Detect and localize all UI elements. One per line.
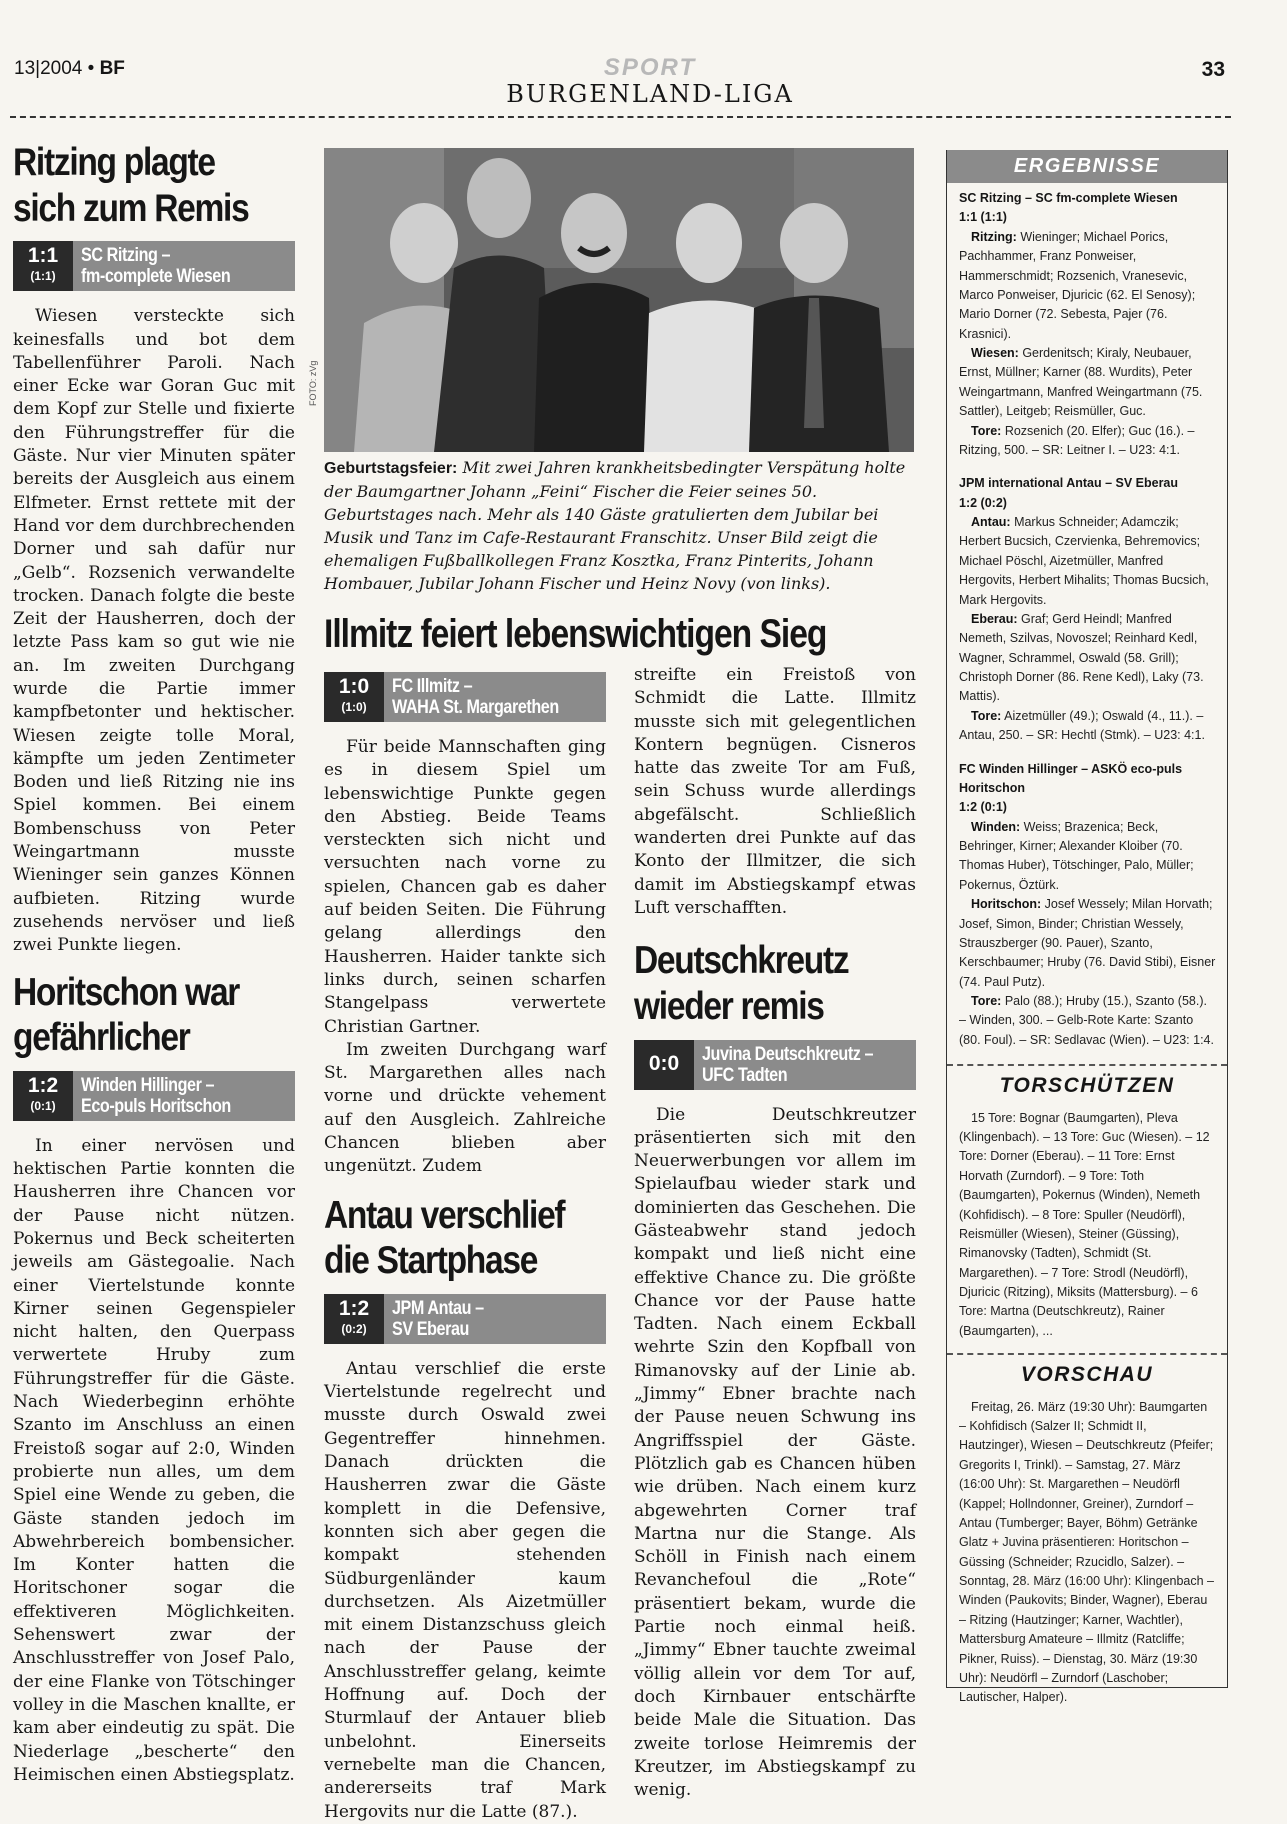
section-divider — [947, 1064, 1227, 1066]
lineup-text: Aizetmüller (49.); Oswald (4., 11.). – Antau, 250. – SR: Hechtl (Stmk). – U23: 4:1. — [959, 708, 1205, 743]
lineup-line — [959, 228, 1217, 344]
headline-line: Ritzing plagte — [13, 141, 215, 184]
score-teams — [384, 1294, 606, 1344]
team-away: Eco-puls Horitschon — [81, 1095, 231, 1117]
lineup-line — [959, 422, 1217, 461]
score-result — [13, 1071, 73, 1121]
halftime-score: (0:1) — [30, 1098, 56, 1113]
lineup-label: Eberau: — [971, 611, 1018, 626]
column-right — [634, 664, 916, 1802]
lineup-text: Wieninger; Michael Porics, Pachhammer, Franz Ponweiser, Hammerschmidt; Rozsenich, Vranesevic, Marco Ponweiser, Djuricic (62. El Senosy); Mario Dorner (72. Sebesta, Pajer (76. Krasnici). — [959, 229, 1196, 341]
lineup-label: Antau: — [971, 515, 1011, 529]
result-block — [959, 189, 1217, 460]
article-paragraph: streifte ein Freistoß von Schmidt die Latte. Illmitz musste sich mit gelegentlichen Kontern begnügen. Cisneros hatte das zweite Tor am Fuß, sein Schuss wurde allerdings abgefälscht. Schließlich wanderten drei Punkte auf das Konto der Illmitzer, die sich damit im Abstiegskampf etwas Luft verschafften. — [634, 665, 916, 918]
lineup-label: Tore: — [971, 423, 1002, 438]
lineup-line — [959, 610, 1217, 707]
article-paragraph: Im zweiten Durchgang warf St. Margarethen alles nach vorne und drückte vehement auf den Ausgleich. Zahlreiche Chancen blieben aber ungenützt. Zudem — [324, 1039, 606, 1177]
team-home: FC Illmitz – — [392, 676, 473, 697]
article-body — [634, 1104, 916, 1803]
lineup-label: Tore: — [971, 994, 1002, 1008]
section-title: SPORT — [603, 54, 697, 81]
final-score: 1:1 — [27, 244, 59, 268]
score-result — [13, 241, 73, 291]
result-match: JPM international Antau – SV Eberau — [959, 476, 1179, 491]
headline-line: gefährlicher — [13, 1016, 190, 1060]
lineup-line — [959, 513, 1217, 610]
result-score: 1:2 (0:2) — [959, 495, 1007, 510]
article-paragraph: Die Deutschkreutzer präsentierten sich mit den Neuerwerbungen vor allem im Spielaufbau wieder stark und dominierten das Geschehen. Die Gästeabwehr stand jedoch kompakt und ließ nicht eine effektive Chance zu. Die größte Chance vor der Pause hatte Tadten. Nach einem Eckball wehrte Szin den Kopfball von Rimanovsky auf der Linie ab. „Jimmy“ Ebner brachte nach der Pause neuen Schwung ins Angriffsspiel der Gäste. Plötzlich gab es Chancen hüben wie drüben. Nach einem kurz abgewehrten Corner traf Martna nur die Stange. Als Schöll in Finish nach einem Revanchefoul die „Rote“ präsentiert bekam, wurde die Partie noch einmal heiß. „Jimmy“ Ebner tauchte zweimal völlig allein vor dem Tor auf, doch Kirnbauer entschärfte beide Male die Situation. Das zweite torlose Heimremis der Kreutzer, im Abstiegskampf zu wenig. — [634, 1104, 916, 1801]
score-teams — [73, 1071, 295, 1121]
headline-line: Horitschon war — [13, 970, 240, 1014]
lineup-text: Gerdenitsch; Kiraly, Neubauer, Ernst, Müllner; Karner (88. Wurdits), Peter Weingartmann, Manfred Weingartmann (75. Sattler), Leitgeb; Reismüller, Guc. — [959, 346, 1203, 419]
results-title: ERGEBNISSE — [947, 150, 1227, 183]
photo-caption — [324, 456, 914, 595]
article-headline — [324, 1193, 605, 1284]
score-box — [324, 672, 606, 722]
article-body — [13, 305, 295, 957]
team-away: UFC Tadten — [702, 1064, 788, 1086]
headline-line: sich zum Remis — [13, 186, 249, 230]
article-headline — [13, 140, 294, 231]
halftime-score: (0:2) — [341, 1321, 367, 1336]
results-sidebar — [946, 150, 1228, 1705]
header-divider — [10, 116, 1231, 118]
team-away: WAHA St. Margarethen — [392, 697, 559, 718]
preview-schedule: Freitag, 26. März (19:30 Uhr): Baumgarten – Kohfidisch (Salzer II; Schmidt II, Hautzinger), Wiesen – Deutschkreutz (Pfeifer; Gregorits I, Trinkl). – Samstag, 27. März (16:00 Uhr): St. Margarethen – Neudörfl (Kappel; Hollndonner, Greiner), Zurndorf – Antau (Tumberger; Bayer, Böhm) Getränke Glatz + Juvina präsentieren: Horitschon – Güssing (Schneider; Rzucidlo, Salzer). – Sonntag, 28. März (16:00 Uhr): Klingenbach – Winden (Paukovits; Binder, Wagner), Eberau – Ritzing (Hautzinger; Karner, Wachtler), Mattersburg Amateure – Illmitz (Ratcliffe; Pikner, Ruiss). – Dienstag, 30. März (19:30 Uhr): Neudörfl – Zurndorf (Laschober; Lautischer, Halper). — [959, 1399, 1215, 1705]
score-teams — [73, 241, 295, 291]
result-block — [959, 474, 1217, 745]
headline-line: die Startphase — [324, 1239, 538, 1283]
final-score: 1:2 — [338, 1296, 370, 1320]
result-block — [959, 760, 1217, 1051]
article-headline — [13, 970, 294, 1061]
lineup-line — [959, 895, 1217, 992]
caption-lead: Geburtstagsfeier: — [324, 460, 458, 477]
article-paragraph: Antau verschlief die erste Viertelstunde regelrecht und musste durch Oswald zwei Gegentreffer hinnehmen. Danach drückten die Hausherren zwar die Gäste komplett in die Defensive, konnten sich aber gegen die kompakt stehenden Südburgenländer kaum durchsetzen. Als Aizetmüller mit einem Distanzschuss gleich nach der Pause der Anschlusstreffer gelang, keimte Hoffnung auf. Doch der Sturmlauf der Antauer blieb unbelohnt. Einerseits vernebelte man die Chancen, andererseits traf Mark Hergovits nur die Latte (87.). — [324, 1358, 606, 1822]
team-home: SC Ritzing – — [81, 245, 171, 267]
section-header — [460, 54, 840, 108]
league-title: BURGENLAND-LIGA — [506, 80, 794, 108]
group-photo — [324, 148, 914, 452]
article-headline: Illmitz feiert lebenswichtigen Sieg — [324, 612, 827, 656]
scorers-title: TORSCHÜTZEN — [999, 1074, 1175, 1098]
result-score: 1:2 (0:1) — [959, 800, 1007, 815]
team-home: Winden Hillinger – — [81, 1074, 215, 1096]
lineup-line — [959, 818, 1217, 896]
lineup-text: Rozsenich (20. Elfer); Guc (16.). – Ritzing, 500. – SR: Leitner I. – U23: 4:1. — [959, 423, 1195, 457]
halftime-score: (1:0) — [341, 700, 367, 714]
article-body — [324, 736, 606, 1179]
lineup-label: Wiesen: — [971, 346, 1019, 360]
final-score: 0:0 — [648, 1051, 680, 1075]
article-body — [324, 1358, 606, 1824]
result-match: FC Winden Hillinger – ASKÖ eco-puls Horitschon — [959, 761, 1183, 795]
team-away: fm-complete Wiesen — [81, 266, 231, 288]
article-body — [13, 1135, 295, 1787]
score-result — [324, 1294, 384, 1344]
issue-number: 13|2004 — [14, 58, 83, 79]
halftime-score: (1:1) — [30, 269, 56, 284]
score-box — [13, 1071, 295, 1121]
scorers-list: 15 Tore: Bognar (Baumgarten), Pleva (Klingenbach). – 13 Tore: Guc (Wiesen). – 12 Tore: Dorner (Eberau). – 11 Tore: Ernst Horvath (Zurndorf). – 9 Tore: Toth (Baumgarten), Pokernus (Winden), Nemeth (Kohfidisch). – 8 Tore: Spuller (Neudörfl), Reismüller (Wiesen), Steiner (Güssing), Rimanovsky (Tadten), Schmidt (St. Margarethen). – 7 Tore: Strodl (Neudörfl), Djuricic (Ritzing), Miksits (Mattersburg). – 6 Tore: Martna (Deutschkreutz), Rainer (Baumgarten), ... — [959, 1110, 1210, 1338]
headline-line: Deutschkreutz — [634, 939, 849, 983]
score-box — [634, 1040, 916, 1090]
page-number: 33 — [1201, 58, 1225, 81]
team-home: Juvina Deutschkreutz – — [702, 1043, 874, 1065]
score-teams — [694, 1040, 916, 1090]
team-away: SV Eberau — [392, 1318, 469, 1340]
publication-name: BF — [99, 58, 125, 79]
result-match: SC Ritzing – SC fm-complete Wiesen — [959, 191, 1178, 205]
lineup-text: Graf; Gerd Heindl; Manfred Nemeth, Szilvas, Novoszel; Reinhard Kedl, Wagner, Schrammel, Oswald (58. Grill); Christoph Dorner (86. Rene Kedl), Laky (73. Mattis). — [959, 611, 1204, 704]
lineup-text: Josef Wessely; Milan Horvath; Josef, Simon, Binder; Christian Wessely, Strauszberger (90. Pauer), Szanto, Kerschbaumer; Hruby (76. David Stibi), Eisner (74. Paul Putz). — [959, 897, 1216, 989]
team-home: JPM Antau – — [392, 1297, 484, 1319]
score-result — [634, 1040, 694, 1090]
article-paragraph: Wiesen versteckte sich keinesfalls und bot dem Tabellenführer Paroli. Nach einer Ecke war Goran Guc mit dem Kopf zur Stelle und fixierte den Führungstreffer für die Gäste. Nur vier Minuten später bereits der Ausgleich aus einem Elfmeter. Ernst rettete mit der Hand vor dem durchbrechenden Dorner und sah dafür nur „Gelb“. Rozsenich verwandelte trocken. Danach folgte die beste Zeit der Hausherren, doch der letzte Pass kam so gut wie nie an. Im zweiten Durchgang wurde die Partie immer kampfbetonter und hektischer. Wiesen zeigte tolle Moral, kämpfte um jeden Zentimeter Boden und ließ Ritzing nie ins Spiel kommen. Bei einem Bombenschuss von Peter Weingartmann musste Wieninger sein ganzes Können aufbieten. Ritzing wurde zusehends nervöser und ließ zwei Punkte liegen. — [13, 306, 295, 956]
lineup-line — [959, 344, 1217, 422]
photo-illustration — [324, 148, 914, 452]
caption-text: Mit zwei Jahren krankheitsbedingter Verspätung holte der Baumgartner Johann „Feini“ Fischer die Feier seines 50. Geburtstages nach. Mehr als 140 Gäste gratulierten dem Jubilar bei Musik und Tanz im Cafe-Restaurant Franschitz. Unser Bild zeigt die ehemaligen Fußballkollegen Franz Kosztka, Franz Pinterits, Johann Hombauer, Jubilar Johann Fischer und Heinz Novy (von links). — [324, 458, 906, 593]
article-body — [634, 664, 916, 920]
score-result — [324, 672, 384, 722]
article-headline — [634, 938, 915, 1029]
section-divider — [947, 1353, 1227, 1355]
lineup-text: Palo (88.); Hruby (15.), Szanto (58.). – Winden, 300. – Gelb-Rote Karte: Szanto (80. Foul). – SR: Sedlavac (Wien). – U23: 1:4. — [959, 994, 1214, 1047]
final-score: 1:2 — [27, 1073, 59, 1097]
score-teams — [384, 672, 606, 722]
headline-line: wieder remis — [634, 984, 824, 1028]
lineup-text: Markus Schneider; Adamczik; Herbert Bucsich, Czervienka, Behremovics; Michael Pöschl, Aizetmüller, Manfred Hergovits, Herbert Mihalits; Thomas Bucsich, Mark Hergovits. — [959, 515, 1209, 607]
article-paragraph: Für beide Mannschaften ging es in diesem Spiel um lebenswichtige Punkte gegen den Abstieg. Beide Teams versteckten sich nicht und versuchten nach vorne zu spielen, Chancen gab es daher auf beiden Seiten. Die Führung gelang allerdings den Hausherren. Haider tankte sich links durch, seinen scharfen Stangelpass verwertete Christian Gartner. — [324, 737, 606, 1037]
preview-title: VORSCHAU — [1020, 1363, 1154, 1387]
lineup-label: Tore: — [971, 708, 1002, 723]
lineup-text: Weiss; Brazenica; Beck, Behringer, Kirner; Alexander Kloiber (70. Thomas Huber), Tötschinger, Palo, Müller; Pokernus, Öztürk. — [959, 819, 1194, 892]
lineup-line — [959, 992, 1217, 1050]
column-left — [13, 140, 295, 1787]
lineup-line — [959, 707, 1217, 746]
lineup-label: Ritzing: — [971, 229, 1017, 244]
lineup-label: Winden: — [971, 819, 1021, 834]
score-box — [13, 241, 295, 291]
score-box — [324, 1294, 606, 1344]
article-paragraph: In einer nervösen und hektischen Partie konnten die Hausherren ihre Chancen vor der Pause nicht nützen. Pokernus und Beck scheiterten jeweils am Gästegoalie. Nach einer Viertelstunde konnte Kirner seinen Gegenspieler nicht halten, den Querpass verwertete Hruby zum Führungstreffer für die Gäste. Nach Wiederbeginn erhöhte Szanto im Anschluss an einen Freistoß sogar auf 2:0, Winden probierte nun alles, um dem Spiel eine Wende zu geben, die Gäste standen jedoch im Abwehrbereich bombensicher. Im Konter hatten die Horitschoner sogar die effektiveren Möglichkeiten. Sehenswert zwar der Anschlusstreffer von Josef Palo, der eine Flanke von Tötschinger volley in die Maschen knallte, er kam aber eindeutig zu spät. Die Niederlage „bescherte“ den Heimischen einen Abstiegsplatz. — [13, 1135, 295, 1785]
column-middle — [324, 664, 606, 1824]
lineup-label: Horitschon: — [971, 897, 1042, 912]
issue-info: 13|2004 • BF — [14, 58, 125, 79]
final-score: 1:0 — [338, 675, 370, 698]
headline-line: Antau verschlief — [324, 1193, 565, 1237]
photo-credit: FOTO: zVg — [308, 360, 318, 406]
result-score: 1:1 (1:1) — [959, 210, 1007, 225]
